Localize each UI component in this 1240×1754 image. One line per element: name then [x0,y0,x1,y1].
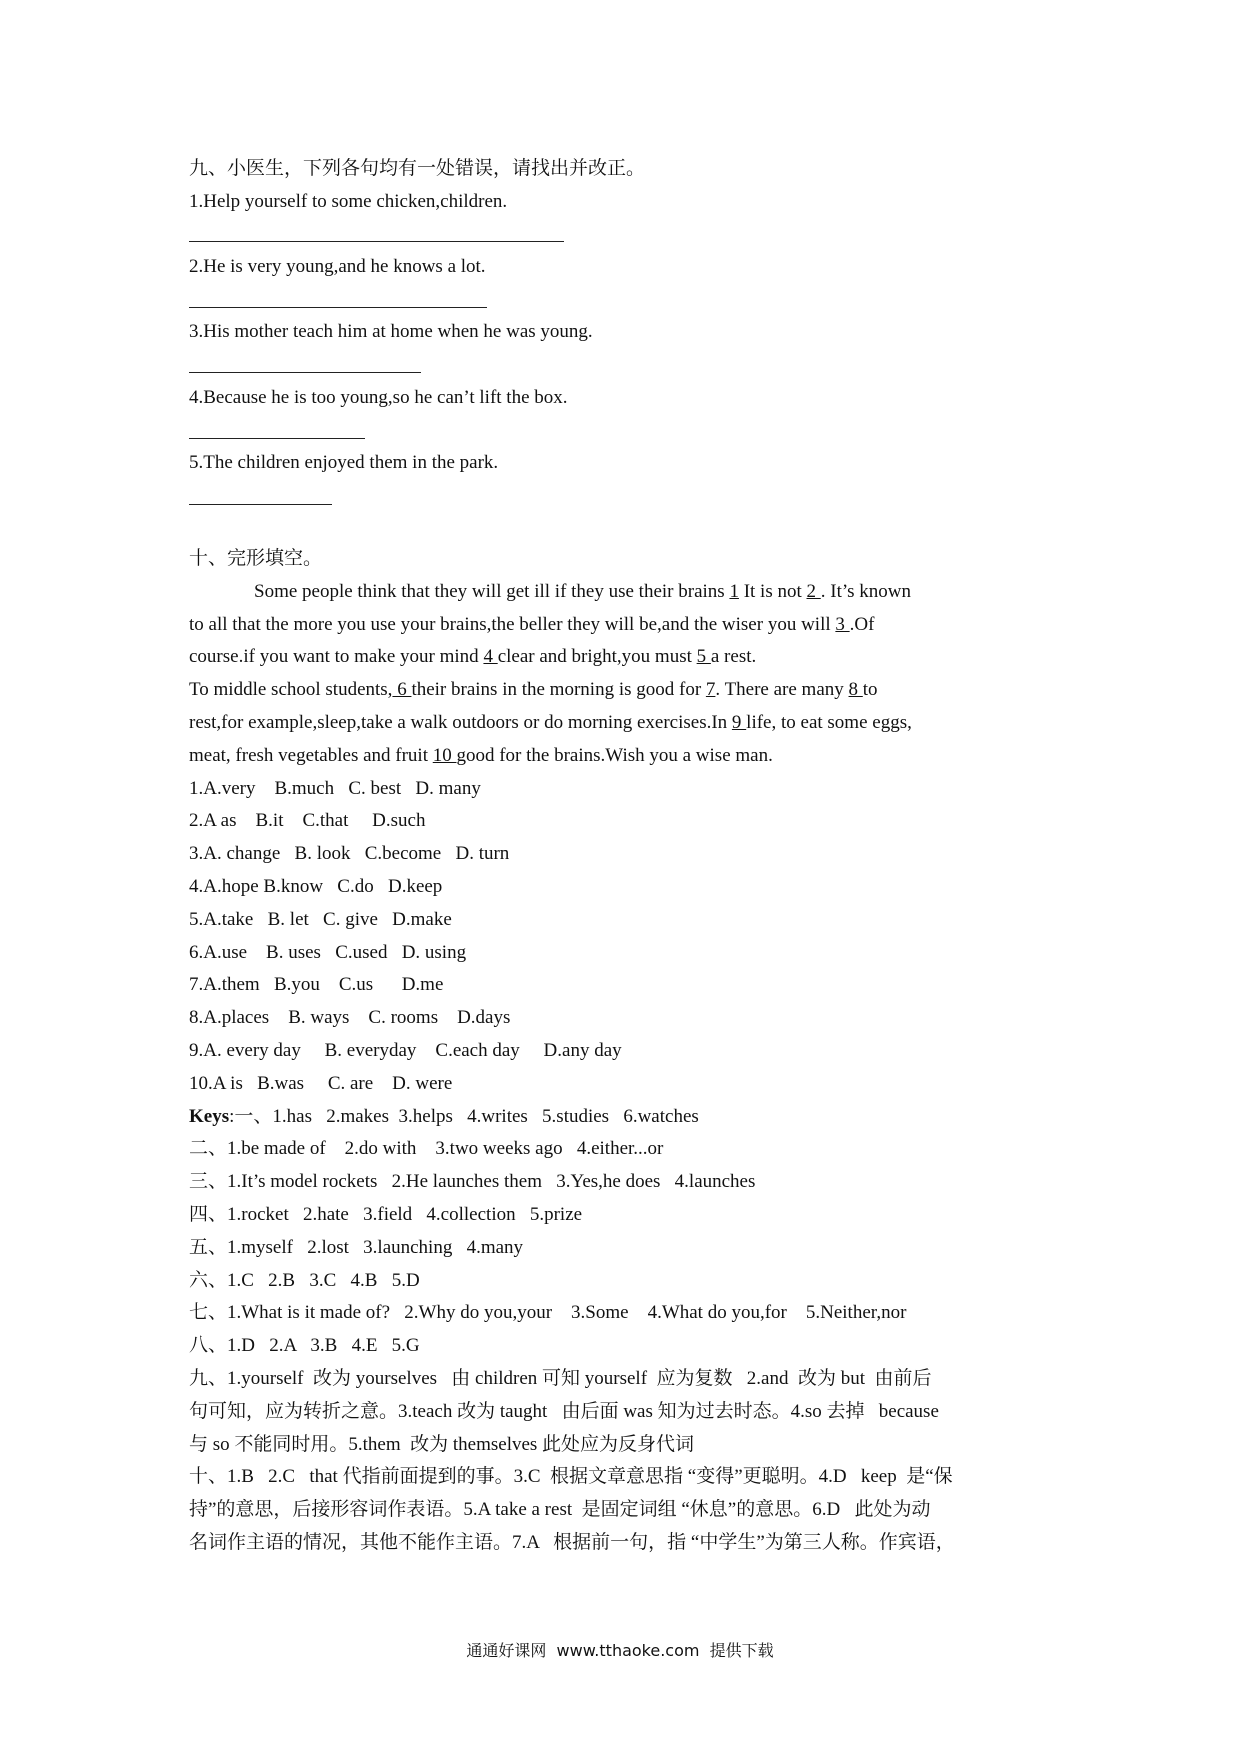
option-line: 5.A.take B. let C. give D.make [189,908,452,930]
section9-title: 九、小医生，下列各句均有一处错误，请找出并改正。 [189,158,646,179]
answer-line-1 [189,241,564,242]
keys-line: 八、1.D 2.A 3.B 4.E 5.G [189,1335,420,1357]
answer-line-2 [189,307,487,308]
option-line: 6.A.use B. uses C.used D. using [189,941,467,963]
keys-line: 四、1.rocket 2.hate 3.field 4.collection 5.prize [189,1203,583,1225]
page-footer: 通通好课网 www.tthaoke.com 提供下载 [466,1641,774,1660]
section10 [189,543,1069,1560]
blank-3: 3 [835,613,850,635]
blank-6: 6 [392,679,412,701]
keys-line: Keys:一、1.has 2.makes 3.helps 4.writes 5.studies 6.watches [189,1105,699,1127]
passage-line: rest,for example,sleep,take a walk outdoors or do morning exercises.In 9 life, to eat some eggs, [189,711,912,733]
keys-line: 句可知，应为转折之意。3.teach 改为 taught 由后面 was 知为过去时态。4.so 去掉 because [189,1400,939,1422]
option-line: 7.A.them B.you C.us D.me [189,974,444,996]
option-line: 10.A is B.was C. are D. were [189,1072,453,1094]
blank-5: 5 [696,646,711,668]
option-line: 3.A. change B. look C.become D. turn [189,843,510,865]
keys-line: 持”的意思，后接形容词作表语。5.A take a rest 是固定词组 “休息”的意思。6.D 此处为动 [189,1499,931,1521]
answer-line-5 [189,504,332,505]
blank-8: 8 [848,679,863,701]
keys-line: 十、1.B 2.C that 代指前面提到的事。3.C 根据文章意思指 “变得”更聪明。4.D keep 是“保 [189,1466,953,1488]
option-line: 9.A. every day B. everyday C.each day D.any day [189,1039,622,1061]
passage-line: To middle school students, 6 their brains in the morning is good for 7. There are many 8 to [189,679,878,701]
passage-line: to all that the more you use your brains,the beller they will be,and the wiser you will 3 .Of [189,613,875,635]
option-line: 4.A.hope B.know C.do D.keep [189,875,443,897]
answer-line-3 [189,372,421,373]
blank-9: 9 [731,711,747,733]
passage-line: Some people think that they will get ill if they use their brains 1 It is not 2 . It’s known [254,580,911,602]
passage-line: meat, fresh vegetables and fruit 10 good for the brains.Wish you a wise man. [189,744,773,766]
keys-line: 与 so 不能同时用。5.them 改为 themselves 此处应为反身代词 [189,1433,695,1455]
keys-line: 六、1.C 2.B 3.C 4.B 5.D [189,1269,420,1291]
section10-title: 十、完形填空。 [189,548,323,569]
passage-line: course.if you want to make your mind 4 clear and bright,you must 5 a rest. [189,646,757,668]
keys-line: 名词作主语的情况，其他不能作主语。7.A 根据前一句，指 “中学生”为第三人称。作宾语， [189,1531,955,1553]
keys-line: 七、1.What is it made of? 2.Why do you,your 3.Some 4.What do you,for 5.Neither,nor [189,1302,907,1324]
blank-1: 1 [729,580,739,602]
keys-line: 二、1.be made of 2.do with 3.two weeks ago 4.either...or [189,1138,664,1160]
blank-2: 2 [806,580,821,602]
blank-7: 7 [705,679,716,701]
question-4: 4.Because he is too young,so he can’t lift the box. [189,387,568,408]
option-line: 8.A.places B. ways C. rooms D.days [189,1007,511,1029]
keys-line: 五、1.myself 2.lost 3.launching 4.many [189,1236,524,1258]
blank-10: 10 [432,744,457,766]
question-2: 2.He is very young,and he knows a lot. [189,256,486,277]
blank-4: 4 [483,646,498,668]
option-line: 1.A.very B.much C. best D. many [189,777,481,799]
option-line: 2.A as B.it C.that D.such [189,810,426,832]
keys-line: 三、1.It’s model rockets 2.He launches them 3.Yes,he does 4.launches [189,1171,756,1193]
question-5: 5.The children enjoyed them in the park. [189,452,499,473]
question-1: 1.Help yourself to some chicken,children. [189,191,508,212]
keys-line: 九、1.yourself 改为 yourselves 由 children 可知 yourself 应为复数 2.and 改为 but 由前后 [189,1367,932,1389]
question-3: 3.His mother teach him at home when he was young. [189,321,593,342]
answer-line-4 [189,438,365,439]
keys-label: Keys [189,1105,230,1127]
